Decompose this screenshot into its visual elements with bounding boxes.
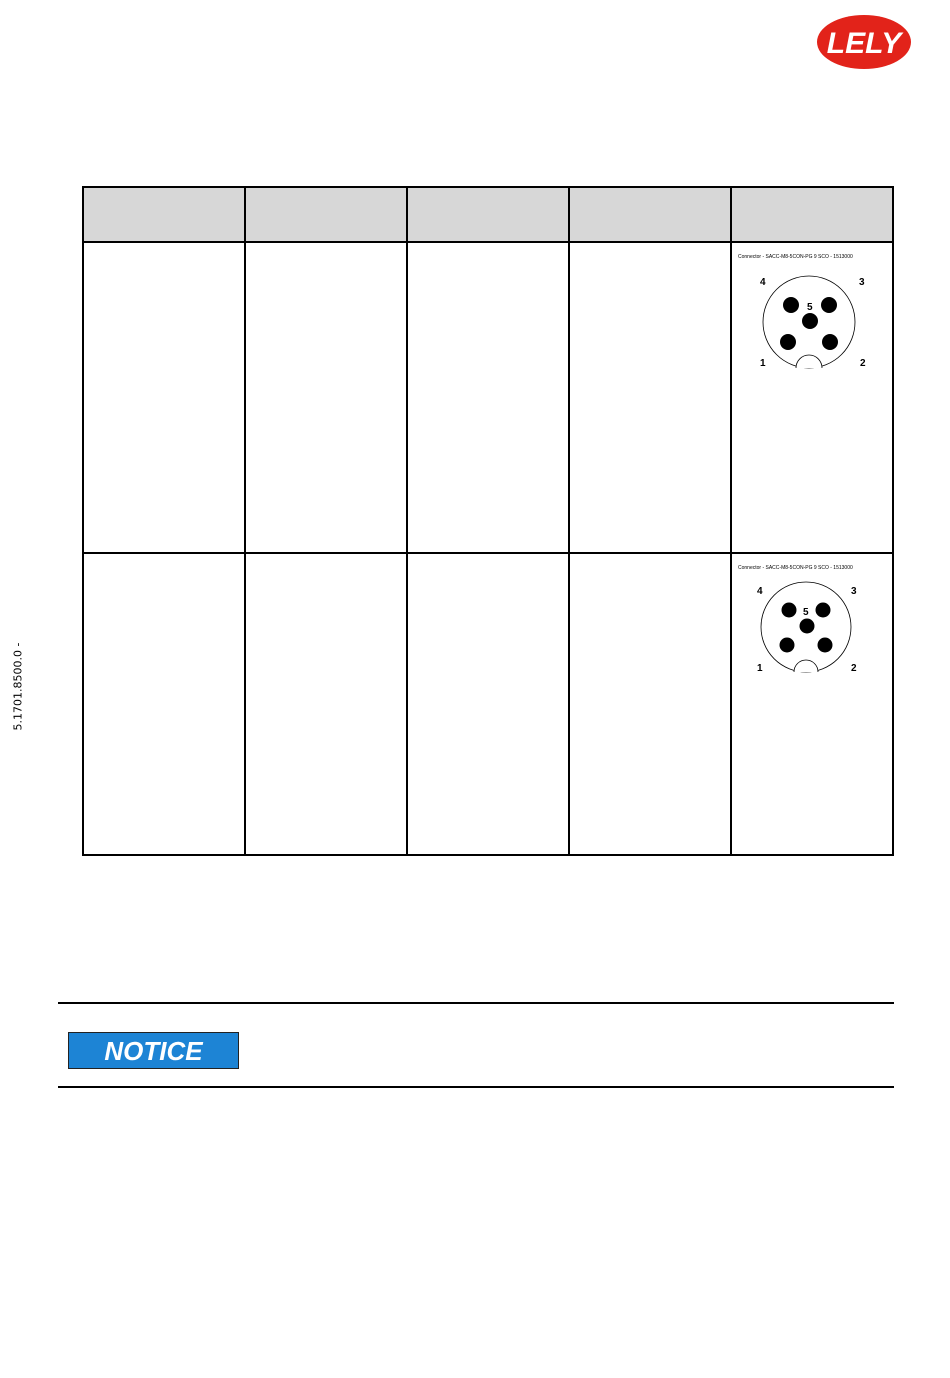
pin-2 — [818, 638, 833, 653]
notice-bottom-divider — [58, 1086, 894, 1088]
table-cell — [83, 553, 245, 855]
table-row — [83, 242, 893, 553]
table-cell — [569, 553, 731, 855]
header-cell — [731, 187, 893, 242]
pin-4 — [782, 603, 797, 618]
pin-1 — [780, 638, 795, 653]
connector-pinout-diagram — [736, 249, 886, 371]
connector-pinout-diagram — [736, 560, 886, 676]
pin-4 — [783, 297, 799, 313]
connector-cell — [731, 553, 893, 855]
notice-top-divider — [58, 1002, 894, 1004]
document-code: 5.1701.8500.0 - — [11, 642, 25, 731]
pin-label: 3 — [851, 586, 857, 597]
pin-label: 3 — [859, 277, 865, 288]
table-cell — [83, 242, 245, 553]
pin-label: 5 — [803, 607, 809, 618]
pin-3 — [821, 297, 837, 313]
pin-label: 1 — [760, 358, 766, 369]
notice-badge: NOTICE — [68, 1032, 239, 1069]
lely-logo — [816, 14, 912, 70]
pin-5 — [802, 313, 818, 329]
specification-table — [82, 186, 894, 856]
connector-caption: Connector - SACC-M8-5CON-PG 9 SCO - 1513000 — [738, 565, 853, 571]
pin-label: 5 — [807, 302, 813, 313]
logo-wordmark: LELY — [826, 27, 902, 60]
table-cell — [407, 553, 569, 855]
table-cell — [245, 242, 407, 553]
pin-5 — [800, 619, 815, 634]
pin-1 — [780, 334, 796, 350]
pin-label: 1 — [757, 663, 763, 674]
table-cell — [569, 242, 731, 553]
table-cell — [407, 242, 569, 553]
connector-cell — [731, 242, 893, 553]
pin-3 — [816, 603, 831, 618]
pin-label: 4 — [757, 586, 763, 597]
pin-label: 2 — [851, 663, 857, 674]
pin-label: 2 — [860, 358, 866, 369]
connector-key-notch — [794, 660, 818, 672]
header-cell — [83, 187, 245, 242]
connector-key-notch — [796, 355, 822, 368]
connector-caption: Connector - SACC-M8-5CON-PG 9 SCO - 1513000 — [738, 254, 853, 260]
table-header-row — [83, 187, 893, 242]
header-cell — [407, 187, 569, 242]
header-cell — [245, 187, 407, 242]
table-cell — [245, 553, 407, 855]
table-row — [83, 553, 893, 855]
pin-2 — [822, 334, 838, 350]
header-cell — [569, 187, 731, 242]
pin-label: 4 — [760, 277, 766, 288]
